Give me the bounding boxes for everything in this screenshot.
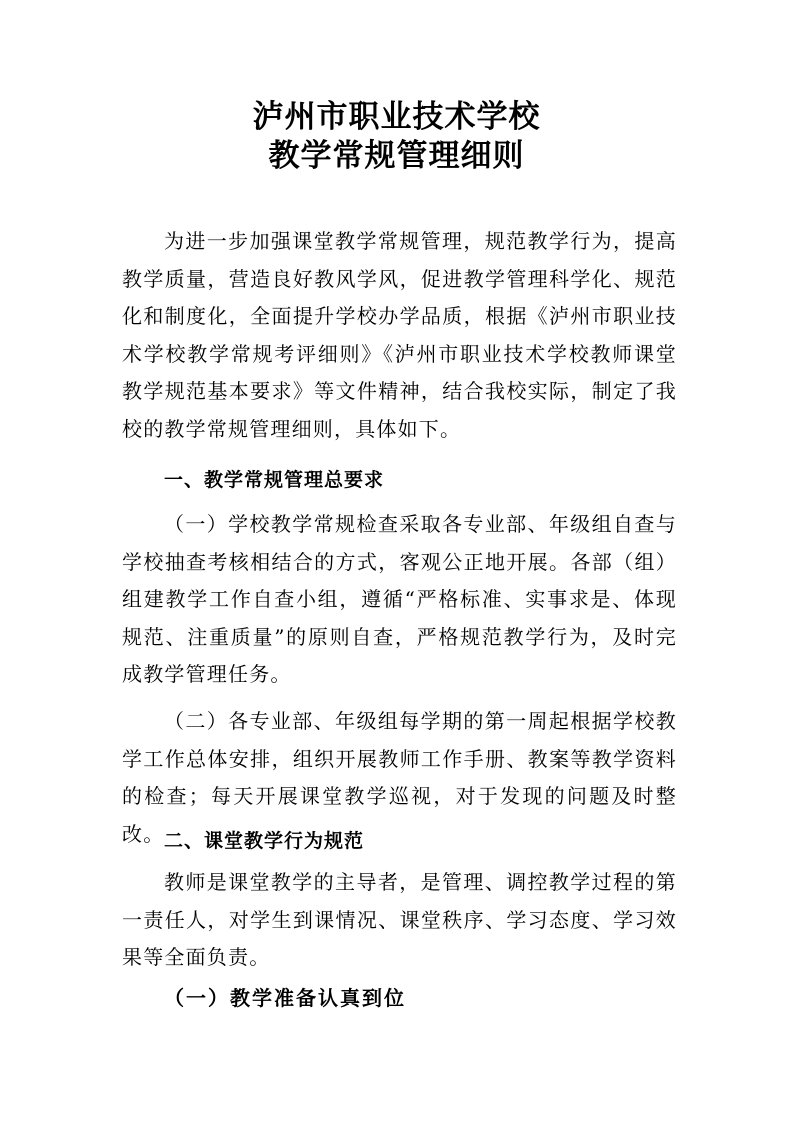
document-title-line-2: 教学常规管理细则 — [268, 138, 525, 174]
section-1-heading: 一、教学常规管理总要求 — [164, 469, 385, 491]
section-2-subheading-1: （一）教学准备认真到位 — [164, 986, 406, 1010]
section-2-intro: 教师是课堂教学的主导者，是管理、调控教学过程的第一责任人，对学生到课情况、课堂秩序、学习态度、学习效果等全面负责。 — [122, 870, 677, 969]
section-1-item-2: （二）各专业部、年级组每学期的第一周起根据学校教学工作总体安排，组织开展教师工作手册、教案等教学资料的检查；每天开展课堂教学巡视，对于发现的问题及时整改。 — [122, 709, 677, 846]
document-title-line-1: 泸州市职业技术学校 — [252, 99, 541, 135]
section-2-heading: 二、课堂教学行为规范 — [164, 830, 365, 852]
intro-paragraph: 为进一步加强课堂教学常规管理，规范教学行为，提高教学质量，营造良好教风学风，促进教学管理科学化、规范化和制度化，全面提升学校办学品质，根据《泸州市职业技术学校教学常规考评细则》《泸州市职业技术学校教师课堂教学规范基本要求》等文件精神，结合我校实际，制定了我校的教学常规管理细则，具体如下。 — [122, 229, 677, 441]
section-1-item-1: （一）学校教学常规检查采取各专业部、年级组自查与学校抽查考核相结合的方式，客观公正地开展。各部（组）组建教学工作自查小组，遵循“严格标准、实事求是、体现规范、注重质量”的原则自查，严格规范教学行为，及时完成教学管理任务。 — [122, 512, 677, 686]
